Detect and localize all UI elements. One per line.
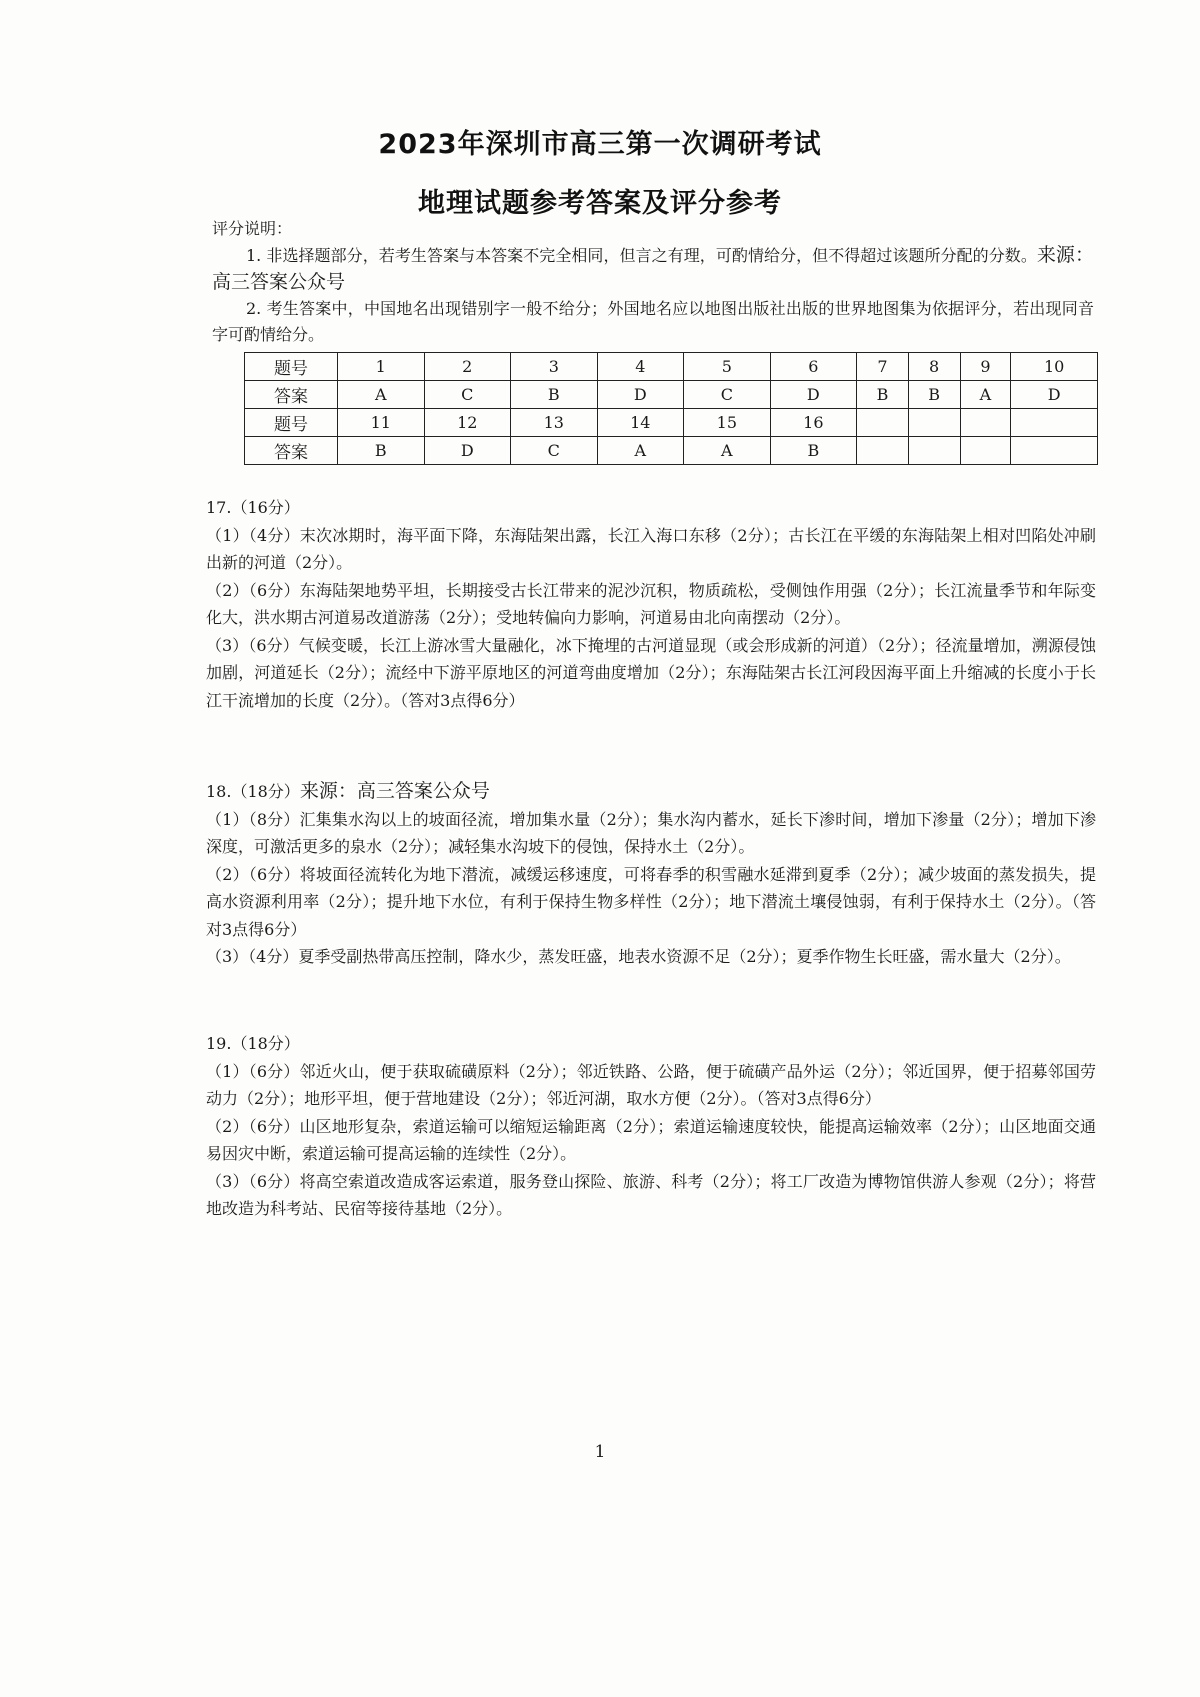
question-heading-text: 18.（18分） bbox=[206, 782, 300, 801]
answer-cell: D bbox=[424, 437, 511, 465]
page-subtitle: 地理试题参考答案及评分参考 bbox=[418, 188, 782, 219]
answer-cell: D bbox=[1011, 381, 1098, 409]
answer-cell: A bbox=[684, 437, 771, 465]
answer-label: 答案 bbox=[245, 437, 338, 465]
answer-cell: A bbox=[597, 437, 684, 465]
question-cell: 10 bbox=[1011, 353, 1098, 381]
page-title: 2023年深圳市高三第一次调研考试 bbox=[378, 129, 822, 160]
page-number: 1 bbox=[594, 1442, 606, 1462]
question-cell: 8 bbox=[908, 353, 960, 381]
table-row bbox=[245, 353, 1098, 381]
question-cell: 1 bbox=[338, 353, 425, 381]
answer-cell: B bbox=[770, 437, 857, 465]
question-cell: 15 bbox=[684, 409, 771, 437]
scoring-notes bbox=[212, 216, 1094, 348]
question-cell: 12 bbox=[424, 409, 511, 437]
table-row bbox=[245, 437, 1098, 465]
answer-cell bbox=[908, 437, 960, 465]
answer-part: （2）（6分）山区地形复杂，索道运输可以缩短运输距离（2分）；索道运输速度较快，能提高运输效率（2分）；山区地面交通易因灾中断，索道运输可提高运输的连续性（2分）。 bbox=[206, 1116, 1096, 1163]
question-cell bbox=[1011, 409, 1098, 437]
question-label: 题号 bbox=[245, 353, 338, 381]
answer-part: （3）（6分）气候变暖，长江上游冰雪大量融化，冰下掩埋的古河道显现（或会形成新的河道）（2分）；径流量增加，溯源侵蚀加剧，河道延长（2分）；流经中下游平原地区的河道弯曲度增加（2分）；东海陆架古长江河段因海平面上升缩减的长度小于长江干流增加的长度（2分）。（答对3点得6分） bbox=[206, 635, 1096, 710]
question-17 bbox=[206, 494, 1096, 714]
answer-cell bbox=[1011, 437, 1098, 465]
answer-cell bbox=[960, 437, 1011, 465]
answer-part: （2）（6分）东海陆架地势平坦，长期接受古长江带来的泥沙沉积，物质疏松，受侧蚀作用强（2分）；长江流量季节和年际变化大，洪水期古河道易改道游荡（2分）；受地转偏向力影响，河道易由北向南摆动（2分）。 bbox=[206, 580, 1096, 627]
question-cell: 16 bbox=[770, 409, 857, 437]
question-cell: 4 bbox=[597, 353, 684, 381]
answer-cell: B bbox=[338, 437, 425, 465]
answer-cell: D bbox=[770, 381, 857, 409]
notes-heading: 评分说明： bbox=[212, 219, 293, 238]
question-19 bbox=[206, 1030, 1096, 1223]
question-cell: 11 bbox=[338, 409, 425, 437]
answer-cell: C bbox=[684, 381, 771, 409]
question-heading: 19.（18分） bbox=[206, 1034, 300, 1053]
question-cell: 14 bbox=[597, 409, 684, 437]
answer-part: （1）（4分）末次冰期时，海平面下降，东海陆架出露，长江入海口东移（2分）；古长江在平缓的东海陆架上相对凹陷处冲刷出新的河道（2分）。 bbox=[206, 525, 1096, 572]
answer-cell: A bbox=[960, 381, 1011, 409]
note-item bbox=[212, 242, 1094, 296]
answer-cell: C bbox=[424, 381, 511, 409]
answer-cell bbox=[857, 437, 909, 465]
answer-part: （1）（6分）邻近火山，便于获取硫磺原料（2分）；邻近铁路、公路，便于硫磺产品外运（2分）；邻近国界，便于招募邻国劳动力（2分）；地形平坦，便于营地建设（2分）；邻近河湖，取水方便（2分）。（答对3点得6分） bbox=[206, 1061, 1096, 1108]
question-cell: 2 bbox=[424, 353, 511, 381]
question-cell bbox=[908, 409, 960, 437]
answer-part: （3）（4分）夏季受副热带高压控制，降水少，蒸发旺盛，地表水资源不足（2分）；夏季作物生长旺盛，需水量大（2分）。 bbox=[206, 947, 1071, 966]
note-text: 1. 非选择题部分，若考生答案与本答案不完全相同，但言之有理，可酌情给分，但不得超过该题所分配的分数。 bbox=[246, 246, 1037, 265]
source-tag: 来源：高三答案公众号 bbox=[299, 780, 490, 802]
question-cell: 5 bbox=[684, 353, 771, 381]
answer-part: （3）（6分）将高空索道改造成客运索道，服务登山探险、旅游、科考（2分）；将工厂改造为博物馆供游人参观（2分）；将营地改造为科考站、民宿等接待基地（2分）。 bbox=[206, 1171, 1096, 1218]
question-cell: 13 bbox=[511, 409, 598, 437]
table-row bbox=[245, 409, 1098, 437]
question-cell: 3 bbox=[511, 353, 598, 381]
table-row bbox=[245, 381, 1098, 409]
answer-part: （2）（6分）将坡面径流转化为地下潜流，减缓运移速度，可将春季的积雪融水延滞到夏季（2分）；减少坡面的蒸发损失，提高水资源利用率（2分）；提升地下水位，有利于保持生物多样性（2分）；地下潜流土壤侵蚀弱，有利于保持水土（2分）。（答对3点得6分） bbox=[206, 864, 1096, 939]
answer-cell: D bbox=[597, 381, 684, 409]
answer-cell: A bbox=[338, 381, 425, 409]
question-label: 题号 bbox=[245, 409, 338, 437]
question-cell bbox=[857, 409, 909, 437]
question-heading: 17.（16分） bbox=[206, 498, 300, 517]
question-cell: 6 bbox=[770, 353, 857, 381]
answer-label: 答案 bbox=[245, 381, 338, 409]
question-heading bbox=[206, 778, 1096, 806]
answer-cell: B bbox=[511, 381, 598, 409]
note-item: 2. 考生答案中，中国地名出现错别字一般不给分；外国地名应以地图出版社出版的世界地图集为依据评分，若出现同音字可酌情给分。 bbox=[212, 299, 1094, 344]
question-cell bbox=[960, 409, 1011, 437]
answer-cell: B bbox=[857, 381, 909, 409]
answer-table bbox=[244, 352, 1098, 465]
question-cell: 9 bbox=[960, 353, 1011, 381]
answer-cell: C bbox=[511, 437, 598, 465]
question-18 bbox=[206, 778, 1096, 971]
question-cell: 7 bbox=[857, 353, 909, 381]
source-tag: 来源：高三答案公众号 bbox=[212, 244, 1094, 293]
answer-part: （1）（8分）汇集集水沟以上的坡面径流，增加集水量（2分）；集水沟内蓄水，延长下渗时间，增加下渗量（2分）；增加下渗深度，可激活更多的泉水（2分）；减轻集水沟坡下的侵蚀，保持水土（2分）。 bbox=[206, 809, 1096, 856]
answer-cell: B bbox=[908, 381, 960, 409]
